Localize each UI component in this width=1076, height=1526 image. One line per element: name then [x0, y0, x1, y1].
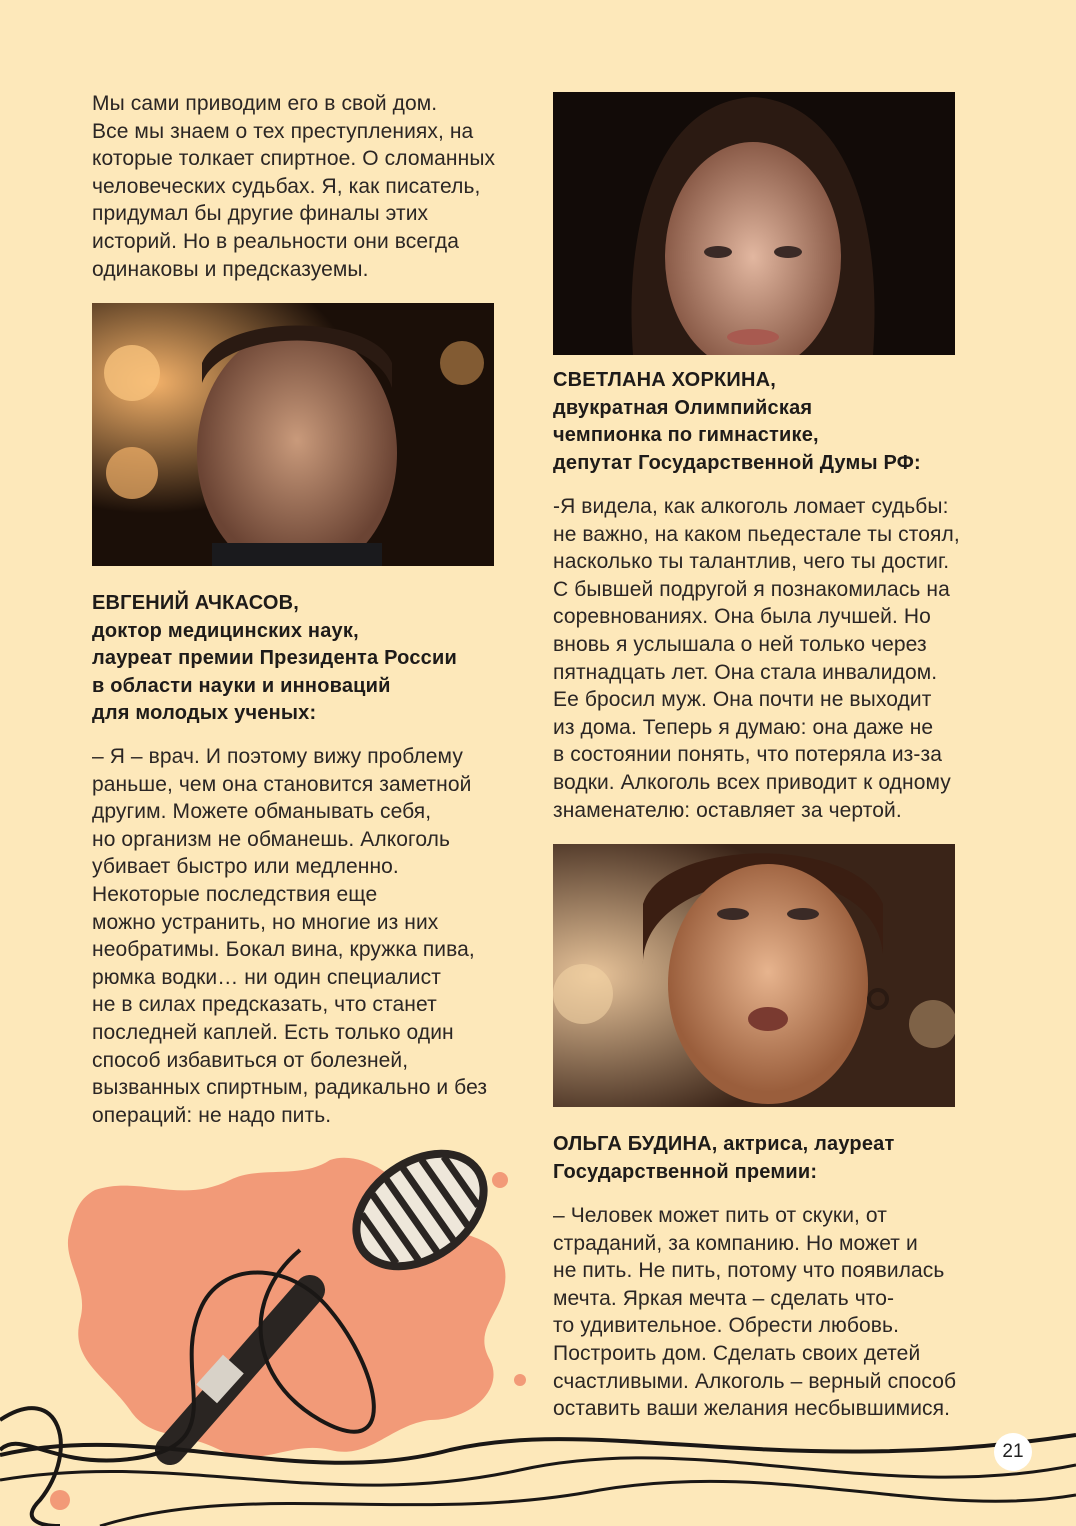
khorkina-quote: -Я видела, как алкоголь ломает судьбы: не важно, на каком пьедестале ты стоял, насколько ты талантлив, чего ты достиг. С бывшей подругой я познакомилась на соревнованиях. Она была лучшей. Но вновь я услышала о ней только через пятнадцать лет. Она стала инвалидом. Ее бросил муж. Она почти не выходит из дома. Теперь я думаю: она даже не в состоянии понять, что потеряла из-за водки. Алкоголь всех приводит к одному знаменателю: оставляет за чертой. [553, 495, 960, 822]
budina-quote: – Человек может пить от скуки, от страданий, за компанию. Но может и не пить. Не пить, потому что появилась мечта. Яркая мечта – сделать что- то удивительное. Обрести любовь. Построить дом. Сделать своих детей счастливыми. Алкоголь – верный способ оставить ваши желания несбывшимися. [553, 1204, 957, 1421]
intro-paragraph: Мы сами приводим его в свой дом. Все мы знаем о тех преступлениях, на которые толкает спиртное. О сломанных человеческих судьбах. Я, как писатель, придумал бы другие финалы этих историй. Но в реальности они всегда одинаковы и предсказуемы. [92, 92, 496, 281]
khorkina-photo [553, 92, 955, 355]
budina-heading: ОЛЬГА БУДИНА, актриса, лауреат Государственной премии: [553, 1133, 895, 1183]
achkasov-photo [92, 303, 494, 566]
achkasov-heading: ЕВГЕНИЙ АЧКАСОВ, доктор медицинских наук, лауреат премии Президента России в области науки и инноваций для молодых ученых: [92, 592, 457, 725]
wavy-line-3 [100, 1481, 1076, 1526]
achkasov-quote: – Я – врач. И поэтому вижу проблему раньше, чем она становится заметной другим. Можете обманывать себя, но организм не обманешь. Алкоголь убивает быстро или медленно. Некоторые последствия еще можно устранить, но многие из них необратимы. Бокал вина, кружка пива, рюмка водки… ни один специалист не в силах предсказать, что станет последней каплей. Есть только один способ избавиться от болезней, вызванных спиртным, радикально и без операций: не надо пить. [92, 745, 488, 1127]
budina-photo [553, 844, 955, 1107]
khorkina-heading: СВЕТЛАНА ХОРКИНА, двукратная Олимпийская чемпионка по гимнастике, депутат Государственной Думы РФ: [553, 369, 921, 474]
page-number: 21 [994, 1433, 1032, 1471]
